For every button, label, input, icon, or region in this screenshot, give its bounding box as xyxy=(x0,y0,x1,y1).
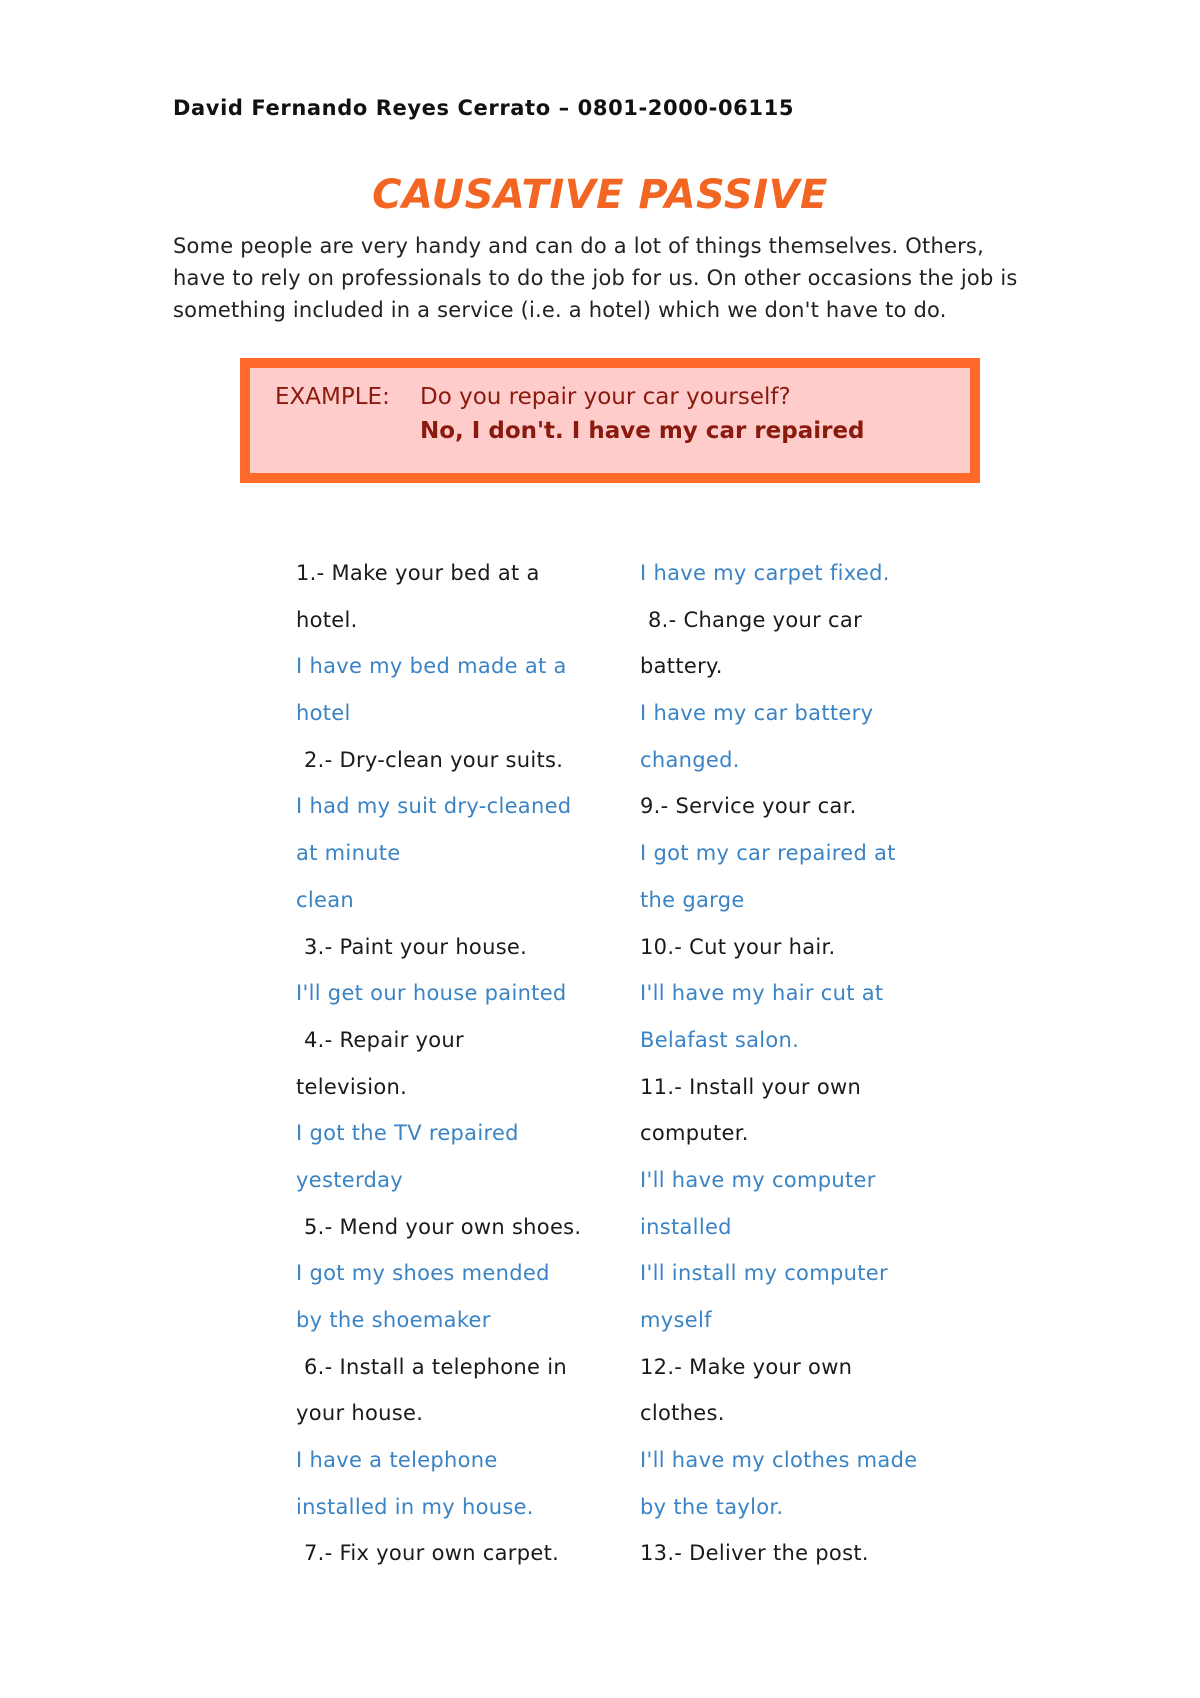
example-question-line xyxy=(275,384,791,410)
exercise-column-left xyxy=(296,550,596,1577)
answer-line: I'll have my clothes made xyxy=(640,1448,918,1473)
example-answer: No, I don't. I have my car repaired xyxy=(420,418,865,444)
answer-line: installed in my house. xyxy=(296,1494,534,1519)
exercise-line: clothes. xyxy=(640,1401,725,1426)
exercise-line: 2.- Dry-clean your suits. xyxy=(304,747,564,772)
answer-line: at minute xyxy=(296,841,401,866)
answer-line: I'll install my computer xyxy=(640,1261,888,1286)
answer-line: changed. xyxy=(640,747,740,772)
exercise-line: computer. xyxy=(640,1121,749,1146)
example-label: EXAMPLE: xyxy=(275,384,390,410)
exercise-line: 5.- Mend your own shoes. xyxy=(304,1214,582,1239)
answer-line: the garge xyxy=(640,887,745,912)
exercise-line: 8.- Change your car xyxy=(648,607,863,632)
exercise-line: hotel. xyxy=(296,607,358,632)
exercise-line: 7.- Fix your own carpet. xyxy=(304,1541,560,1566)
exercise-line: 3.- Paint your house. xyxy=(304,934,528,959)
exercise-line: 13.- Deliver the post. xyxy=(640,1541,869,1566)
exercise-line: 12.- Make your own xyxy=(640,1354,853,1379)
exercise-line: 6.- Install a telephone in xyxy=(304,1354,567,1379)
exercise-column-right xyxy=(640,550,940,1577)
exercise-line: television. xyxy=(296,1074,408,1099)
answer-line: I have my car battery xyxy=(640,701,874,726)
answer-line: installed xyxy=(640,1214,732,1239)
answer-line: I had my suit dry-cleaned xyxy=(296,794,572,819)
example-question: Do you repair your car yourself? xyxy=(420,384,791,410)
example-box xyxy=(240,358,980,483)
answer-line: I got my car repaired at xyxy=(640,841,896,866)
answer-line: I'll have my hair cut at xyxy=(640,981,884,1006)
answer-line: myself xyxy=(640,1308,712,1332)
answer-line: I'll have my computer xyxy=(640,1167,876,1192)
author-line: David Fernando Reyes Cerrato – 0801-2000-06115 xyxy=(173,96,795,120)
exercise-line: 1.- Make your bed at a xyxy=(296,561,540,585)
answer-line: clean xyxy=(296,887,354,912)
exercise-line: 4.- Repair your xyxy=(304,1027,464,1052)
answer-line: hotel xyxy=(296,701,351,726)
exercise-line: 10.- Cut your hair. xyxy=(640,934,836,959)
exercise-line: your house. xyxy=(296,1401,424,1426)
answer-line: by the taylor. xyxy=(640,1494,784,1519)
answer-line: I got the TV repaired xyxy=(296,1121,519,1146)
intro-paragraph: Some people are very handy and can do a lot of things themselves. Others, have to rely on professionals to do the job for us. On other occasions the job is something included in a service (i.e. a hotel) which we don't have to do. xyxy=(173,234,1018,322)
answer-line: I have a telephone xyxy=(296,1448,498,1473)
exercise-line: 11.- Install your own xyxy=(640,1074,862,1099)
exercise-line: 9.- Service your car. xyxy=(640,794,857,819)
answer-line: yesterday xyxy=(296,1167,404,1192)
exercise-line: battery. xyxy=(640,654,723,679)
answer-line: I have my carpet fixed. xyxy=(640,561,890,585)
answer-line: I have my bed made at a xyxy=(296,654,567,679)
page-title: CAUSATIVE PASSIVE xyxy=(372,172,828,218)
answer-line: Belafast salon. xyxy=(640,1027,800,1052)
answer-line: by the shoemaker xyxy=(296,1308,491,1332)
answer-line: I got my shoes mended xyxy=(296,1261,550,1286)
answer-line: I'll get our house painted xyxy=(296,981,567,1006)
